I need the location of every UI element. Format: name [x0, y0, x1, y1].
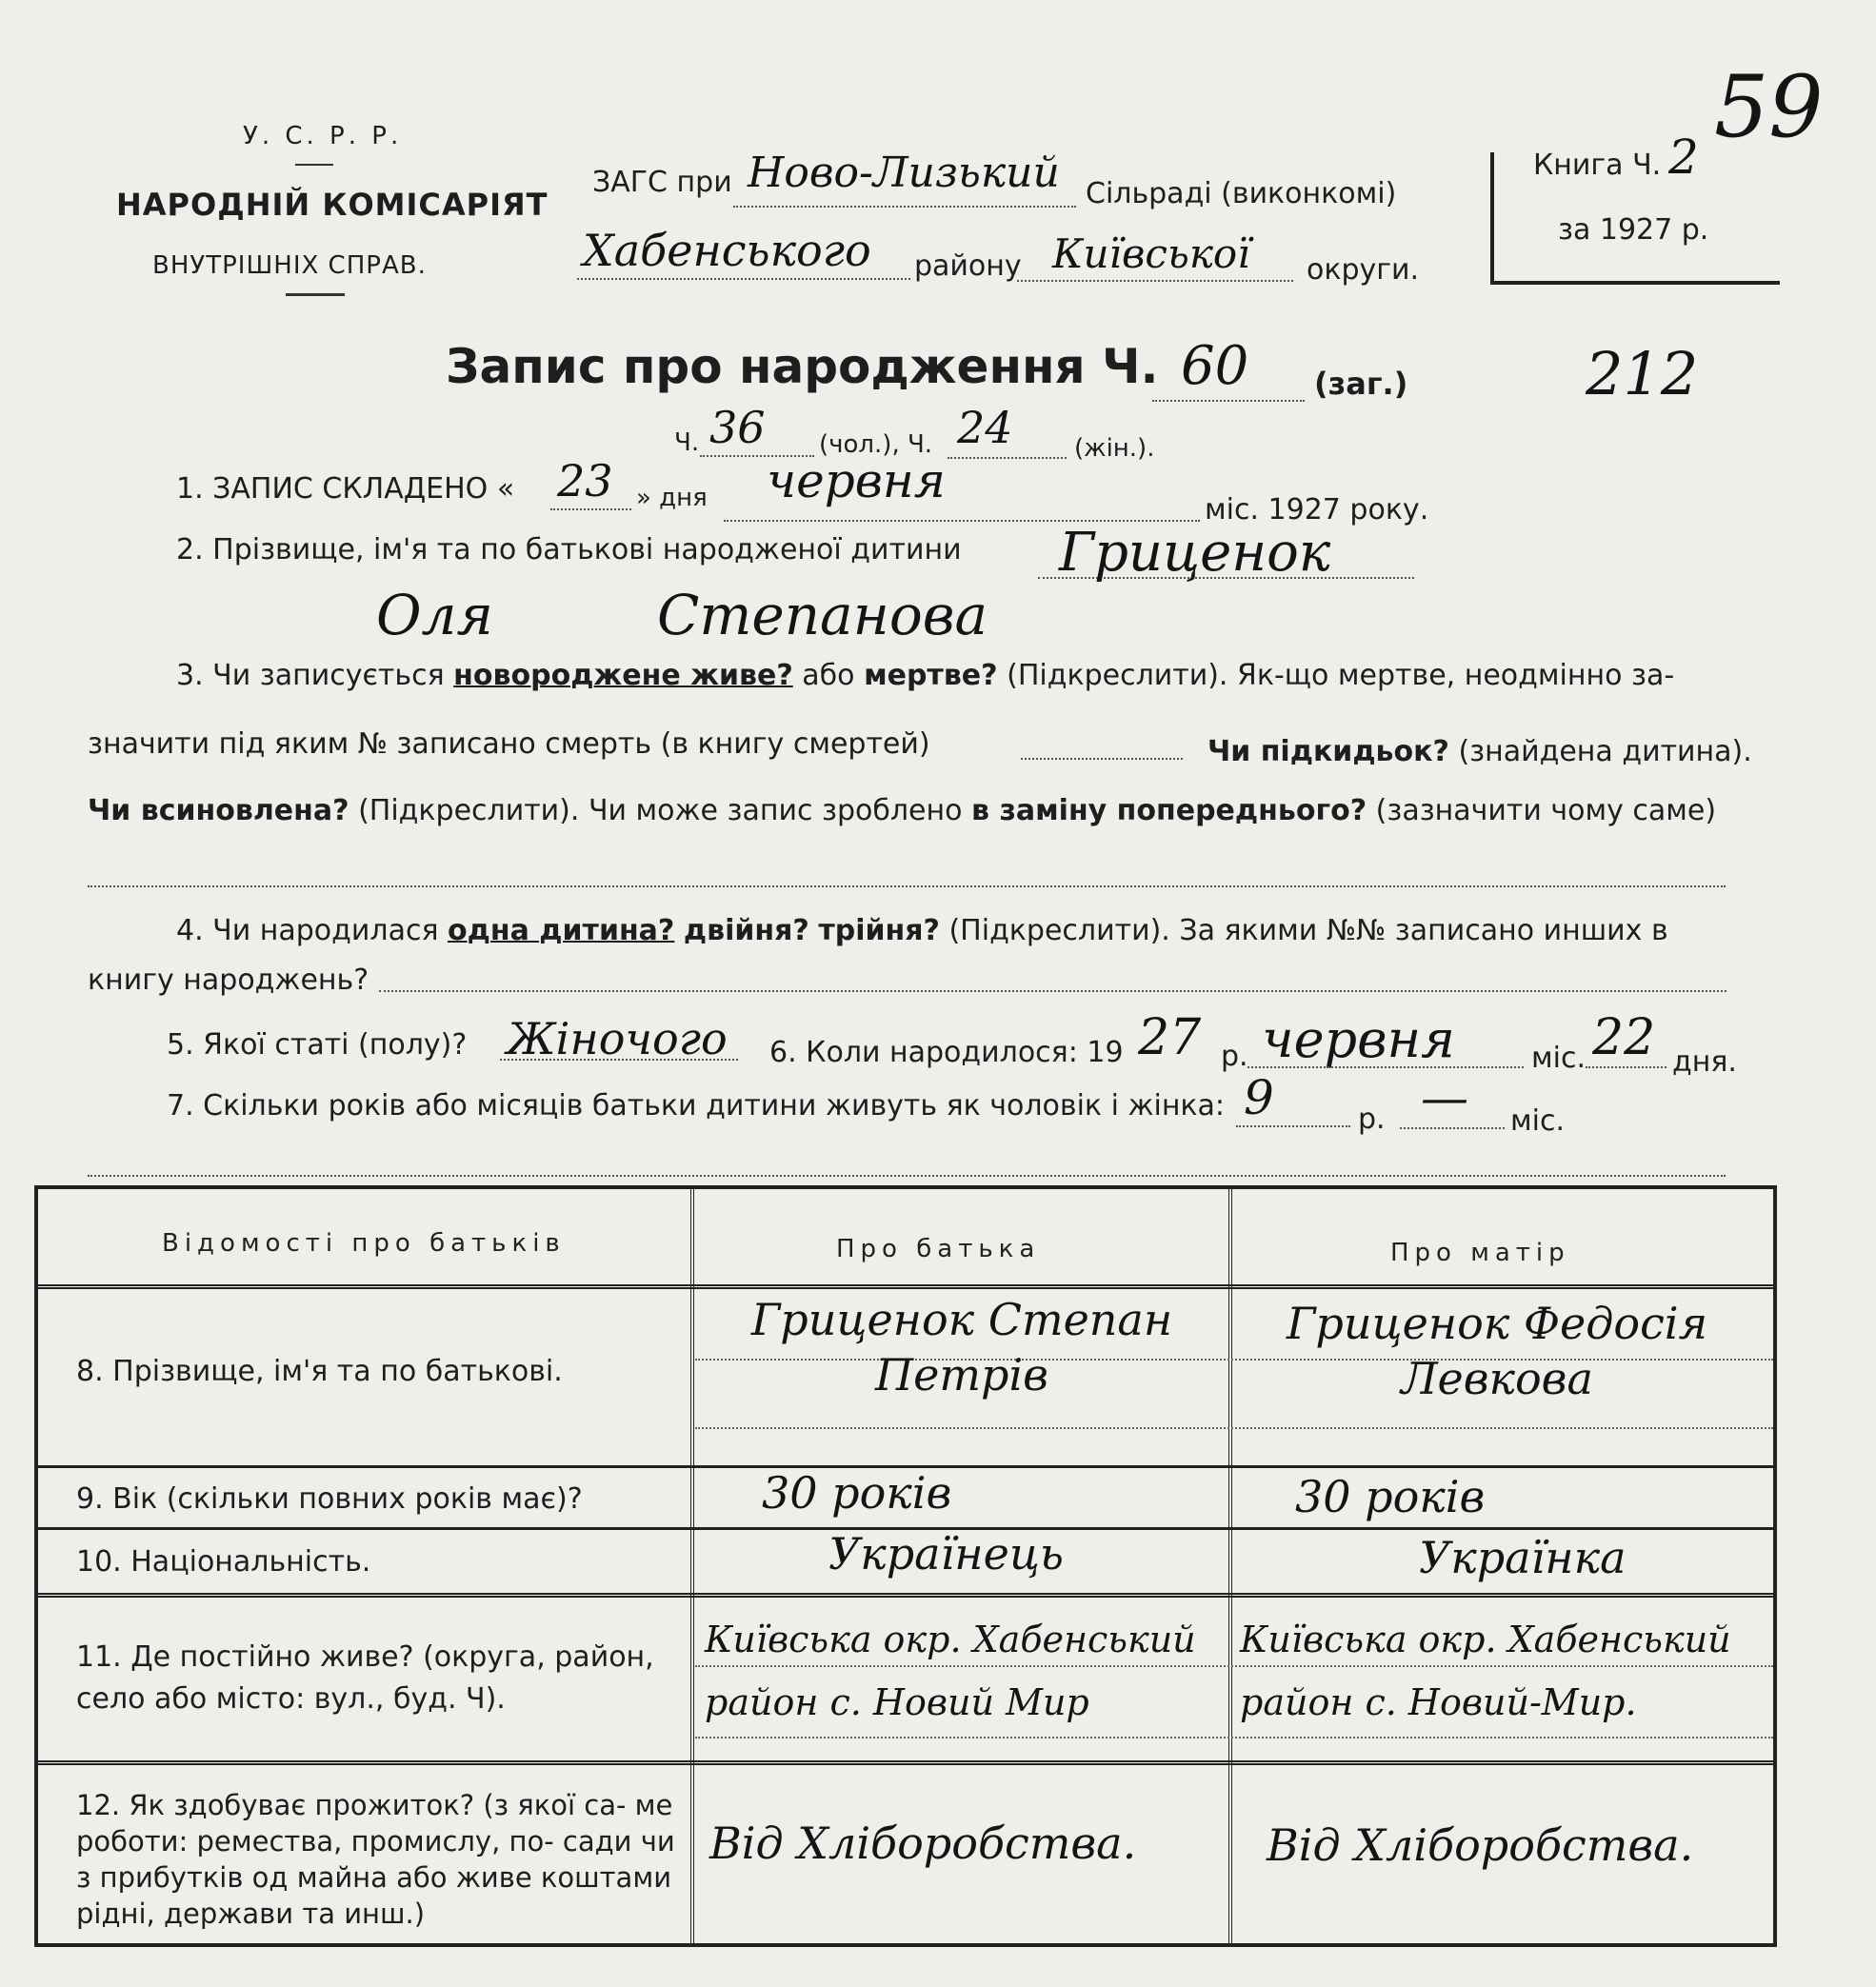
q7-years-handwritten: 9: [1244, 1070, 1274, 1125]
q7-label: 7. Скільки років або місяців батьки дитини живуть як чоловік і жінка:: [167, 1089, 1226, 1123]
q2-surname-handwritten: Гриценок: [1059, 522, 1331, 584]
republic-label: У. С. Р. Р.: [243, 122, 403, 150]
q1-mid: » дня: [636, 484, 708, 512]
q4-text-2: (Підкреслити). За якими №№ записано инших в: [948, 914, 1668, 947]
dotted-line: [1152, 400, 1305, 402]
region-label: округи.: [1307, 253, 1420, 287]
q6-day-handwritten: 22: [1592, 1009, 1656, 1066]
divider: [295, 164, 333, 166]
q5-sex-handwritten: Жіночого: [507, 1013, 728, 1064]
corner-number-handwritten: 59: [1714, 57, 1824, 157]
book-number-handwritten: 2: [1668, 129, 1699, 185]
q6-mis: міс.: [1531, 1042, 1586, 1075]
q1-day-handwritten: 23: [557, 455, 613, 507]
q3-text-1: 3. Чи записується: [176, 659, 445, 692]
dotted-line: [1017, 280, 1293, 282]
q4-text-1: 4. Чи народилася: [176, 914, 439, 947]
dotted-line: [948, 457, 1067, 459]
ruled-line: [695, 1427, 1773, 1429]
row-8-label: 8. Прізвище, ім'я та по батькові.: [76, 1355, 563, 1388]
dotted-line: [1021, 758, 1183, 760]
q5-label: 5. Якої статі (полу)?: [167, 1028, 468, 1062]
year-label: за 1927 р.: [1558, 213, 1709, 247]
row-10-label: 10. Національність.: [76, 1545, 371, 1579]
dotted-line: [379, 990, 1726, 992]
row-12-father-handwritten: Від Хліборобства.: [709, 1818, 1137, 1869]
q6-r: р.: [1221, 1040, 1248, 1073]
row-9-father-handwritten: 30 років: [762, 1467, 952, 1519]
row-9-mother-handwritten: 30 років: [1295, 1471, 1486, 1522]
row-8-father-handwritten: Гриценок Степан Петрів: [750, 1294, 1173, 1401]
q3-foundling: Чи підкидьок?: [1207, 735, 1449, 768]
district-label: району: [914, 249, 1022, 283]
q4-triplets: трійня?: [818, 914, 940, 947]
dotted-line: [1236, 1125, 1350, 1127]
q3-text-5: (знайдена дитина).: [1458, 735, 1752, 768]
col-header-info: Відомості про батьків: [162, 1229, 566, 1258]
row-12-mother-handwritten: Від Хліборобства.: [1267, 1819, 1694, 1871]
district-handwritten: Хабенського: [583, 225, 871, 276]
q1-month-handwritten: червня: [767, 453, 946, 508]
zags-prefix: ЗАГС при: [592, 166, 732, 199]
q3-text-7: (зазначити чому саме): [1375, 794, 1717, 827]
book-label: Книга Ч.: [1533, 149, 1662, 182]
record-suffix: (заг.): [1314, 366, 1408, 402]
q2-label: 2. Прізвище, ім'я та по батькові народженої дитини: [176, 533, 962, 566]
row-11-father-handwritten: Київська окр. Хабенський район с. Новий Мир: [705, 1619, 1196, 1723]
male-label: (чол.), Ч.: [819, 430, 933, 459]
q3-text-2: або: [802, 659, 855, 692]
ruled-line: [695, 1737, 1773, 1739]
q3-adopted: Чи всиновлена?: [88, 794, 349, 827]
q3-live-option: новороджене живе?: [453, 659, 793, 692]
row-divider: [38, 1593, 1773, 1598]
divider: [286, 293, 345, 296]
dotted-line: [1400, 1127, 1505, 1129]
dotted-line: [577, 278, 910, 280]
parents-table: [34, 1185, 1777, 1947]
q2-name-handwritten: Оля: [376, 583, 493, 647]
q3-text-4: значити під яким № записано смерть (в книгу смертей): [88, 727, 930, 761]
dotted-line: [88, 885, 1726, 887]
row-divider: [38, 1760, 1773, 1765]
q7-months-handwritten: —: [1421, 1070, 1468, 1125]
dotted-line: [1247, 1066, 1524, 1068]
selrada-label: Сільраді (виконкомі): [1086, 177, 1397, 210]
q7-mis: міс.: [1510, 1104, 1565, 1138]
dotted-line: [88, 1175, 1726, 1177]
q6-month-handwritten: червня: [1262, 1009, 1455, 1069]
q3-text-6: (Підкреслити). Чи може запис зроблено: [358, 794, 963, 827]
row-12-label: 12. Як здобуває прожиток? (з якої са- ме роботи: ремества, промислу, по- сади чи з прибутків од майна або живе коштами рідні, держави та инш.): [76, 1789, 675, 1930]
male-count-handwritten: 36: [709, 402, 766, 453]
col-header-mother: Про матір: [1390, 1239, 1570, 1267]
village-handwritten: Ново-Лизький: [748, 149, 1060, 197]
q1-suffix: міс. 1927 року.: [1205, 493, 1429, 527]
q1-prefix: 1. ЗАПИС СКЛАДЕНО «: [176, 472, 515, 506]
q6-dnya: дня.: [1672, 1045, 1737, 1079]
column-divider: [1228, 1189, 1232, 1943]
dotted-line: [733, 206, 1076, 208]
q2-patronymic-handwritten: Степанова: [657, 583, 988, 647]
row-10-mother-handwritten: Українка: [1419, 1532, 1627, 1583]
q3-dead-option: мертве?: [864, 659, 998, 692]
column-divider: [690, 1189, 694, 1943]
record-title: Запис про народження Ч.: [446, 339, 1159, 394]
header-divider: [38, 1284, 1773, 1289]
row-11-label: 11. Де постійно живе? (округа, район, село або місто: вул., буд. Ч).: [76, 1640, 654, 1716]
q3-replace: в заміну попереднього?: [971, 794, 1367, 827]
q4-twins: двійня?: [683, 914, 809, 947]
row-10-father-handwritten: Українець: [828, 1528, 1064, 1580]
ministry-label: ВНУТРІШНІХ СПРАВ.: [152, 251, 427, 280]
col-header-father: Про батька: [836, 1235, 1041, 1263]
dotted-line: [500, 1059, 738, 1061]
region-handwritten: Київської: [1052, 230, 1250, 277]
female-label: (жін.).: [1074, 434, 1155, 463]
q3-text-3: (Підкреслити). Як-що мертве, неодмінно за-: [1007, 659, 1675, 692]
side-number-handwritten: 212: [1586, 339, 1699, 408]
q7-r: р.: [1358, 1103, 1386, 1136]
female-count-handwritten: 24: [957, 402, 1013, 453]
q6-label: 6. Коли народилося: 19: [769, 1036, 1124, 1069]
commissariat-label: НАРОДНІЙ КОМІСАРІЯТ: [116, 187, 549, 223]
row-9-label: 9. Вік (скільки повних років має)?: [76, 1482, 583, 1516]
row-8-mother-handwritten: Гриценок Федосія Левкова: [1286, 1298, 1708, 1404]
q4-one-child: одна дитина?: [448, 914, 675, 947]
dotted-line: [1586, 1066, 1666, 1068]
row-11-mother-handwritten: Київська окр. Хабенський район с. Новий-Мир.: [1240, 1619, 1731, 1723]
ch-label: Ч.: [674, 428, 700, 457]
q4-text-3: книгу народжень?: [88, 964, 369, 997]
dotted-line: [550, 508, 631, 510]
q6-year-handwritten: 27: [1138, 1009, 1202, 1066]
record-number-handwritten: 60: [1181, 335, 1249, 397]
